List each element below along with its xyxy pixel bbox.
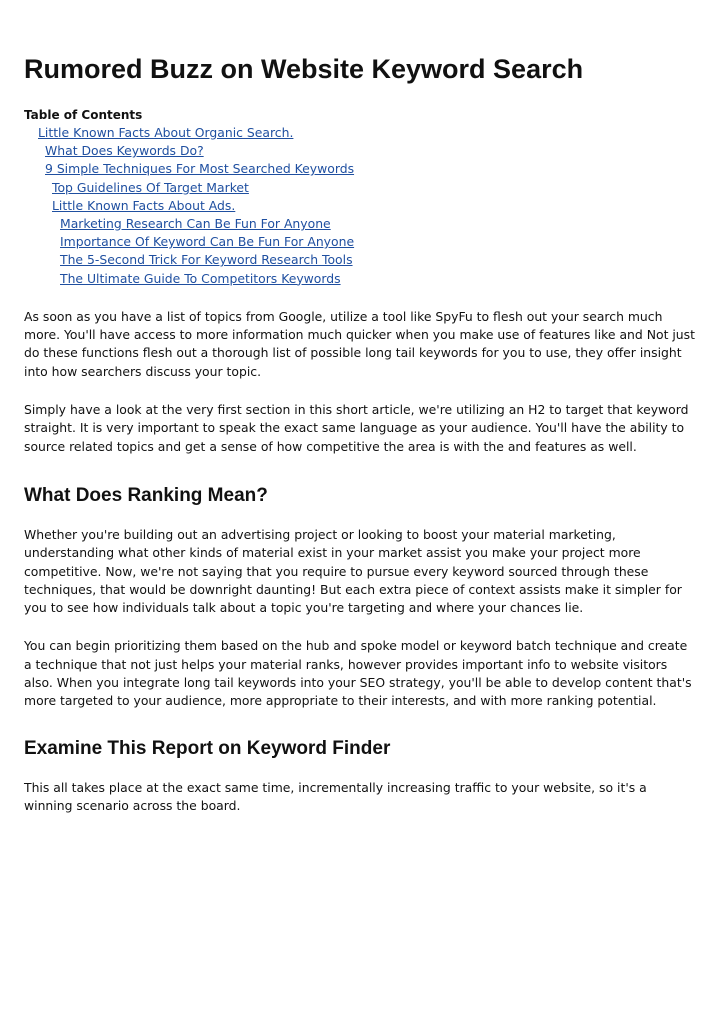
toc-item (24, 142, 696, 160)
toc-link-organic-search[interactable]: Little Known Facts About Organic Search. (38, 125, 294, 140)
toc-item (24, 124, 696, 142)
body-paragraph: Simply have a look at the very first section in this short article, we're utilizing an H2 to target that keyword straight. It is very important to speak the exact same language as your audience. You'll have the ability to source related topics and get a sense of how competitive the area is with the and features as well. (24, 402, 689, 454)
body-paragraph: Whether you're building out an advertising project or looking to boost your material marketing, understanding what other kinds of material exist in your market assist you make your project more competitive. Now, we're not saying that you require to pursue every keyword sourced through these techniques, that would be downright daunting! But each extra piece of context assists make it simpler for you to see how individuals talk about a topic you're targeting and where your chances lie. (24, 526, 682, 616)
toc-link-ads[interactable]: Little Known Facts About Ads. (52, 197, 236, 213)
table-of-contents (24, 124, 696, 288)
toc-item (24, 270, 696, 288)
section-heading: What Does Ranking Mean? (24, 484, 268, 506)
section-heading: Examine This Report on Keyword Finder (24, 737, 391, 759)
toc-item (24, 251, 696, 269)
toc-link-competitors-keywords[interactable]: The Ultimate Guide To Competitors Keywords (60, 270, 341, 286)
toc-item (24, 160, 696, 178)
toc-item (24, 233, 696, 251)
toc-heading: Table of Contents (24, 108, 143, 122)
toc-link-target-market[interactable]: Top Guidelines Of Target Market (52, 179, 249, 195)
toc-link-most-searched-keywords[interactable]: 9 Simple Techniques For Most Searched Keywords (45, 161, 355, 177)
toc-item (24, 215, 696, 233)
toc-link-keyword-research-tools[interactable]: The 5-Second Trick For Keyword Research Tools (60, 252, 353, 268)
toc-link-what-does-keywords-do[interactable]: What Does Keywords Do? (45, 143, 204, 159)
toc-item (24, 179, 696, 197)
body-paragraph: You can begin prioritizing them based on the hub and spoke model or keyword batch technique and create a technique that not just helps your material ranks, however provides important info to website visitors also. When you integrate long tail keywords into your SEO strategy, you'll be able to develop content that's more targeted to your audience, more appropriate to their interests, and with more ranking potential. (24, 638, 692, 709)
toc-item (24, 197, 696, 215)
page-title: Rumored Buzz on Website Keyword Search (24, 54, 584, 84)
toc-link-importance-of-keyword[interactable]: Importance Of Keyword Can Be Fun For Anyone (60, 234, 355, 250)
body-paragraph: As soon as you have a list of topics from Google, utilize a tool like SpyFu to flesh out your search much more. You'll have access to more information much quicker when you make use of features like and Not just do these functions flesh out a thorough list of possible long tail keywords for you to use, they offer insight into how searchers discuss your topic. (24, 308, 695, 379)
body-paragraph: This all takes place at the exact same time, incrementally increasing traffic to your website, so it's a winning scenario across the board. (24, 779, 647, 813)
toc-link-marketing-research[interactable]: Marketing Research Can Be Fun For Anyone (60, 216, 331, 232)
